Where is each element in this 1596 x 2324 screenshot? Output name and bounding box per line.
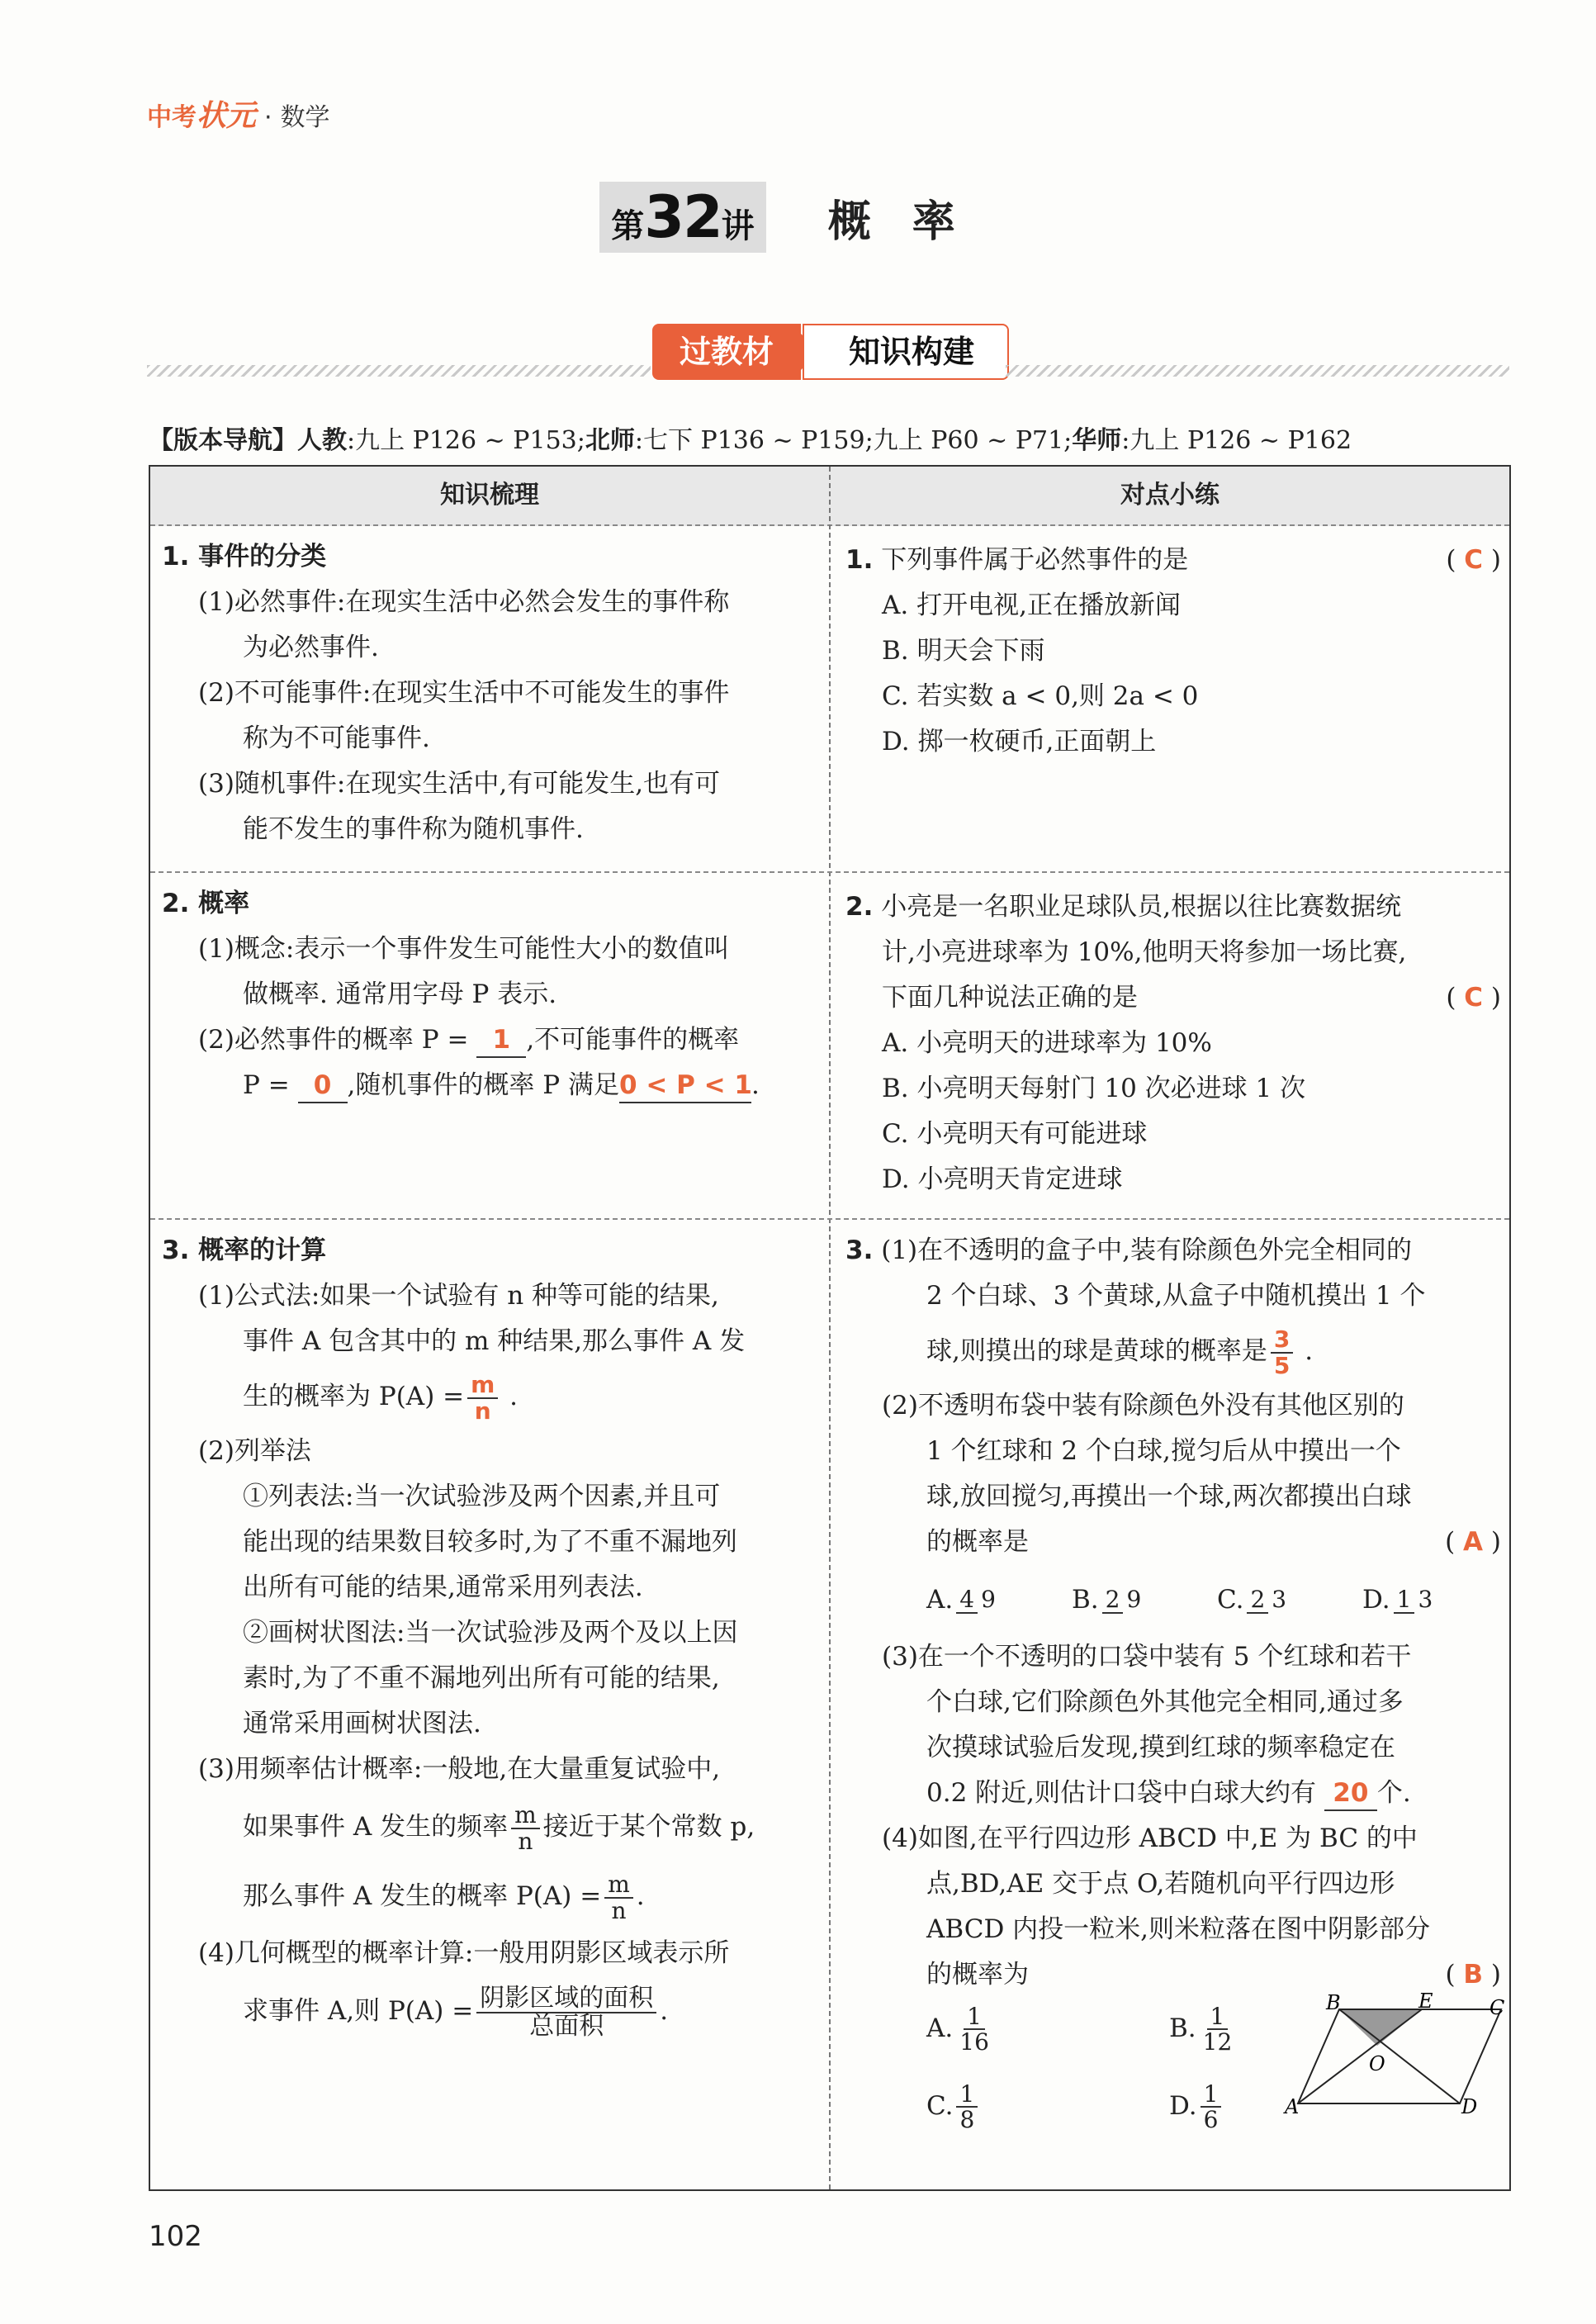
option-b: B. $\frac{1}{12}$ — [1169, 2003, 1233, 2056]
row-divider — [150, 1218, 1509, 1220]
brand-logo: 中考状元 — [147, 99, 257, 133]
stripe-decoration-right — [1006, 365, 1509, 377]
running-header: 中考状元 · 数学 — [147, 99, 330, 133]
stripe-decoration-left — [147, 365, 651, 377]
knowledge-probability: 2. 概率 (1)概念:表示一个事件发生可能性大小的数值叫 做概率. 通常用字母 P 表示. (2)必然事件的概率 P = 1 ,不可能事件的概率 P = 0 ,随机事件的概率 P 满足0 < P < 1. — [162, 881, 814, 1108]
option-d: D. 小亮明天肯定进球 — [882, 1164, 1123, 1194]
option-d: D. $\frac{1}{6}$ — [1169, 2082, 1224, 2132]
col-header-practice: 对点小练 — [1120, 481, 1219, 510]
answer-q2: C — [1464, 983, 1484, 1013]
option-a: A. 小亮明天的进球率为 10% — [882, 1028, 1212, 1058]
lecture-number: 第32讲 — [599, 182, 765, 253]
answer-random-event: 0 < P < 1 — [619, 1069, 751, 1103]
option-d: D. 掷一枚硬币,正面朝上 — [882, 727, 1157, 756]
topic-title: 概率 — [827, 197, 997, 247]
label-d: D — [1461, 2095, 1478, 2118]
answer-formula-fraction: $\frac{m}{n}$ — [467, 1373, 498, 1423]
subject-label: 数学 — [280, 103, 330, 132]
label-e: E — [1418, 1990, 1433, 2013]
label-o: O — [1369, 2052, 1385, 2075]
answer-q3-1: $\frac{3}{5}$ — [1271, 1327, 1293, 1378]
col-header-knowledge: 知识梳理 — [440, 481, 539, 510]
answer-certain-event: 1 — [476, 1023, 526, 1058]
question-1: 1. 下列事件属于必然事件的是 ( C ) A. 打开电视,正在播放新闻 B. 明天会下雨 C. 若实数 a < 0,则 2a < 0 D. 掷一枚硬币,正面朝上 — [845, 538, 1501, 765]
parallelogram-figure — [1285, 1990, 1505, 2122]
knowledge-event-classification: 1. 事件的分类 (1)必然事件:在现实生活中必然会发生的事件称 为必然事件. (2)不可能事件:在现实生活中不可能发生的事件 称为不可能事件. (3)随机事件:在现实生活中,有可能发生,也有可 能不发生的事件称为随机事件. — [162, 542, 730, 844]
page-title — [0, 182, 1596, 253]
version-navigation: 【版本导航】人教:九上 P126 ~ P153;北师:七下 P136 ~ P159;九上 P60 ~ P71;华师:九上 P126 ~ P162 — [149, 426, 1352, 455]
option-b: B. 2 9 — [1072, 1584, 1142, 1615]
answer-impossible-event: 0 — [298, 1069, 348, 1103]
label-b: B — [1326, 1991, 1341, 2014]
answer-q3-3: 20 — [1324, 1776, 1377, 1811]
option-a: A. $\frac{1}{16}$ — [926, 2003, 989, 2056]
option-b: B. 小亮明天每射门 10 次必进球 1 次 — [882, 1074, 1306, 1103]
option-c: C. 小亮明天有可能进球 — [882, 1119, 1148, 1149]
badge-right: 知识构建 — [803, 324, 1009, 380]
section-band — [147, 324, 1509, 382]
q3-2-options — [845, 1565, 1501, 1634]
page-number: 102 — [149, 2220, 202, 2253]
option-a: A. 打开电视,正在播放新闻 — [882, 590, 1181, 620]
answer-q1: C — [1464, 545, 1484, 575]
option-c: C. 若实数 a < 0,则 2a < 0 — [882, 681, 1199, 711]
answer-q3-2: A — [1463, 1527, 1484, 1557]
option-c: C. $\frac{1}{8}$ — [926, 2082, 981, 2132]
question-2: 2. 小亮是一名职业足球队员,根据以往比赛数据统 计,小亮进球率为 10%,他明天将参加一场比赛, 下面几种说法正确的是 ( C ) A. 小亮明天的进球率为 10% B. 小亮明天每射门 10 次必进球 1 次 C. 小亮明天有可能进球 D. 小亮明天肯定进球 — [845, 885, 1501, 1202]
option-b: B. 明天会下雨 — [882, 636, 1045, 666]
knowledge-table — [149, 465, 1511, 2191]
option-a: A. 4 9 — [926, 1584, 996, 1615]
badge-left: 过教材 — [652, 324, 801, 380]
q3-4-options — [845, 1990, 1505, 2155]
row-divider — [150, 871, 1509, 873]
label-c: C — [1489, 1996, 1505, 2019]
label-a: A — [1285, 2095, 1300, 2118]
knowledge-probability-calculation: 3. 概率的计算 (1)公式法:如果一个试验有 n 种等可能的结果, 事件 A 包含其中的 m 种结果,那么事件 A 发 生的概率为 P(A) = $\frac{m}{n}$ . (2)列举法 ①列表法:当一次试验涉及两个因素,并且可 能出现的结果数目较多时,为了不重不漏地列 出所有可能的结果,通常采用列表法. ②画树状图法:当一次试验涉及两个及以上因 素时,为了不重不漏地列出所有可能的结果, 通常采用画树状图法. (3)用频率估计概率:一般地,在大量重复试验中, 如果事件 A 发生的频率 $\frac{m}{n}$ 接近于某个常数 p, 那么事件 A 发生的概率 P(A) = $\frac{m}{n}$ . (4)几何概型的概率计算:一般用阴影区域表示所 求事件 A,则 P(A) = $\frac{\text{阴影区域的面积}}{\text{总面积}}$ . — [162, 1236, 755, 2041]
question-3: 3. (1)在不透明的盒子中,装有除颜色外完全相同的 2 个白球、3 个黄球,从盒子中随机摸出 1 个 球,则摸出的球是黄球的概率是 $\frac{3}{5}$ . (2)不透明布袋中装有除颜色外没有其他区别的 1 个红球和 2 个白球,搅匀后从中摸出一个 球,放回搅匀,再摸出一个球,两次都摸出白球 的概率是 ( A ) A. 4 9 B. 2 9 C. 2 3 D. 1 3 (3)在一个不透明的口袋中装有 5 个红球和若干 个白球,它们除颜色外其他完全相同,通过多 次摸球试验后发现,摸到红球的频率稳定在 0.2 附近,则估计口袋中白球大约有 20 个. (4)如图,在平行四边形 ABCD 中,E 为 BC 的中 点,BD,AE 交于点 O,若随机向平行四边形 ABCD 内投一粒米,则米粒落在图中阴影部分 的概率为 ( B ) A. $\frac{1}{16}$ B. $\frac{1}{12}$ C. $\frac{1}{8}$ D. $\frac{1}{6}$ B E C O A D — [845, 1228, 1501, 2155]
option-c: C. 2 3 — [1217, 1584, 1287, 1615]
answer-q3-4: B — [1463, 1960, 1484, 1990]
column-divider — [829, 467, 831, 2189]
option-d: D. 1 3 — [1362, 1584, 1433, 1615]
